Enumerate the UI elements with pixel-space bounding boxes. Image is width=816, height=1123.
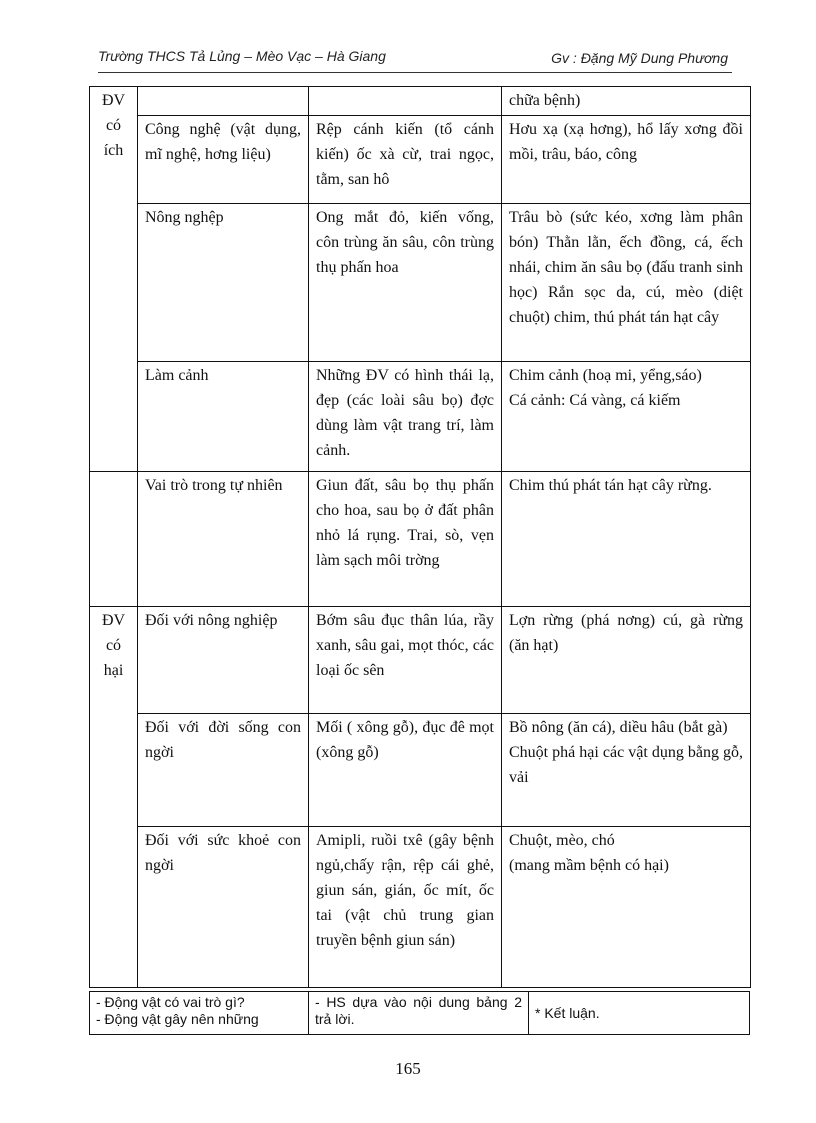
table-row [90, 472, 751, 607]
role-cell: Đối với sức khoẻ con ngời [138, 827, 309, 988]
example-cell: Amipli, ruồi txê (gây bệnh ngủ,chấy rận, rệp cái ghẻ, giun sán, gián, ốc mít, ốc tai (vật chủ trung gian truyền bệnh giun sán) [309, 827, 502, 988]
group-empty [90, 472, 138, 607]
role-cell: Nông nghệp [138, 204, 309, 362]
other-cell: Chuột, mèo, chó (mang mầm bệnh có hại) [502, 827, 751, 988]
example-cell: Mối ( xông gỗ), đục đê mọt (xông gỗ) [309, 714, 502, 827]
group-useful-animals: ĐV có ích [90, 87, 138, 472]
question-line: - Động vật gây nên những [96, 1011, 259, 1027]
role-cell: Đối với đời sống con ngời [138, 714, 309, 827]
role-cell: Công nghệ (vật dụng, mĩ nghệ, hơng liệu) [138, 116, 309, 204]
student-answer-cell: - HS dựa vào nội dung bảng 2 trả lời. [309, 992, 529, 1035]
role-cell: Đối với nông nghiệp [138, 607, 309, 714]
teacher-questions-cell [90, 992, 309, 1035]
other-cell: Hơu xạ (xạ hơng), hổ lấy xơng đồi mồi, trâu, báo, công [502, 116, 751, 204]
table-row [90, 116, 751, 204]
other-cell: Chim cảnh (hoạ mi, yểng,sáo) Cá cảnh: Cá vàng, cá kiếm [502, 362, 751, 472]
other-cell: Lợn rừng (phá nơng) cú, gà rừng (ăn hạt) [502, 607, 751, 714]
example-cell: Giun đất, sâu bọ thụ phấn cho hoa, sau bọ ở đất phân nhỏ lá rụng. Trai, sò, vẹn làm sạch môi trờng [309, 472, 502, 607]
example-cell: Ong mắt đỏ, kiến vống, côn trùng ăn sâu, côn trùng thụ phấn hoa [309, 204, 502, 362]
animal-roles-table [89, 86, 751, 988]
other-cell: Trâu bò (sức kéo, xơng làm phân bón) Thằn lằn, ếch đồng, cá, ếch nhái, chim ăn sâu bọ (đấu tranh sinh học) Rắn sọc da, cú, mèo (diệt chuột) chim, thú phát tán hạt cây [502, 204, 751, 362]
other-cell: Chim thú phát tán hạt cây rừng. [502, 472, 751, 607]
page-header [98, 46, 728, 68]
lesson-activity-table [89, 991, 750, 1035]
question-line: - Động vật có vai trò gì? [96, 994, 245, 1010]
conclusion-cell [529, 992, 750, 1035]
table-row [90, 204, 751, 362]
header-rule [98, 72, 732, 73]
example-cell: Những ĐV có hình thái lạ, đẹp (các loài sâu bọ) đợc dùng làm vật trang trí, làm cảnh. [309, 362, 502, 472]
role-cell: Vai trò trong tự nhiên [138, 472, 309, 607]
role-cell: Làm cảnh [138, 362, 309, 472]
table-row [90, 607, 751, 714]
table-row [90, 87, 751, 116]
example-cell: Bớm sâu đục thân lúa, rầy xanh, sâu gai, mọt thóc, các loại ốc sên [309, 607, 502, 714]
teacher-name: Gv : Đặng Mỹ Dung Phương [551, 50, 728, 66]
other-cell: chữa bệnh) [502, 87, 751, 116]
example-cell: Rệp cánh kiến (tổ cánh kiến) ốc xà cừ, trai ngọc, tằm, san hô [309, 116, 502, 204]
page-number: 165 [395, 1059, 421, 1078]
example-cell [309, 87, 502, 116]
school-name: Trường THCS Tả Lủng – Mèo Vạc – Hà Giang [98, 48, 386, 64]
group-harmful-animals: ĐV có hại [90, 607, 138, 988]
table-row [90, 992, 750, 1035]
table-row [90, 362, 751, 472]
table-row [90, 714, 751, 827]
role-cell [138, 87, 309, 116]
conclusion-label: * Kết luận. [535, 1004, 600, 1021]
table-row [90, 827, 751, 988]
other-cell: Bồ nông (ăn cá), diều hâu (bắt gà) Chuột phá hại các vật dụng bằng gỗ, vải [502, 714, 751, 827]
